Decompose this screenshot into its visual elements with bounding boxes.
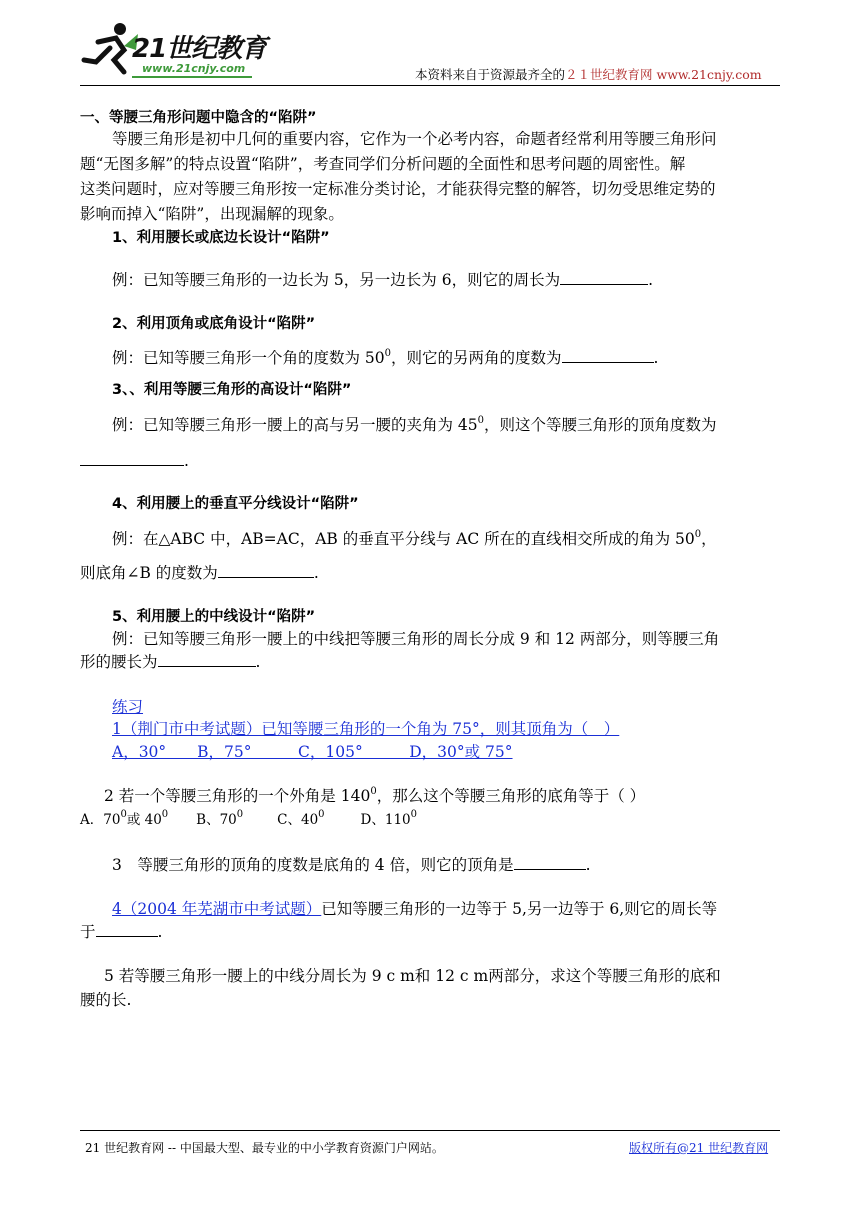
practice-q4 — [112, 897, 717, 919]
heading-3: 3、、利用等腰三角形的高设计“陷阱” — [112, 382, 352, 398]
example-4-text-b: ， — [701, 530, 717, 548]
practice-q4-line-2: 于 . — [80, 923, 163, 941]
option-a[interactable]: A．70 — [80, 812, 121, 828]
degree-mark: 0 — [410, 809, 418, 820]
example-1-text: 例：已知等腰三角形的一边长为 5，另一边长为 6，则它的周长为 — [112, 271, 561, 289]
answer-blank[interactable] — [514, 855, 586, 870]
q4-text-b: 于 — [80, 923, 96, 941]
example-3-blank-line: . — [80, 451, 189, 470]
q3-text: 3 等腰三角形的顶角的度数是底角的 4 倍，则它的顶角是 — [112, 856, 514, 874]
q2-text: 2 若一个等腰三角形的一个外角是 140 — [104, 787, 371, 805]
example-5-text-b: 形的腰长为 — [80, 653, 158, 671]
option-a-b[interactable]: 或 40 — [126, 812, 162, 828]
q2-text-b: ，那么这个等腰三角形的底角等于（ ） — [376, 787, 646, 805]
example-3-text: 例：已知等腰三角形一腰上的高与另一腰的夹角为 45 — [112, 416, 478, 434]
example-2-text: 例：已知等腰三角形一个角的度数为 50 — [112, 349, 385, 367]
practice-q5-line-1: 5 若等腰三角形一腰上的中线分周长为 9 c m和 12 c m两部分，求这个等腰三角形的底和 — [104, 967, 721, 985]
option-b[interactable]: B、70 — [196, 812, 237, 828]
practice-title[interactable]: 练习 — [112, 698, 144, 716]
answer-blank[interactable] — [562, 348, 654, 363]
logo-swoosh — [132, 76, 252, 78]
example-3-text-b: ，则这个等腰三角形的顶角度数为 — [484, 416, 717, 434]
option-d[interactable]: D、110 — [360, 812, 411, 828]
degree-mark: 0 — [694, 529, 702, 540]
logo[interactable] — [80, 20, 280, 80]
answer-blank[interactable] — [218, 563, 314, 578]
practice-q5-line-2: 腰的长. — [80, 991, 132, 1009]
heading-5: 5、利用腰上的中线设计“陷阱” — [112, 609, 316, 625]
practice-q1[interactable]: 1（荆门市中考试题）已知等腰三角形的一个角为 75°，则其顶角为（ ） — [112, 720, 620, 738]
degree-mark: 0 — [477, 415, 485, 426]
section-title: 一、等腰三角形问题中隐含的“陷阱” — [80, 110, 317, 126]
example-3 — [112, 413, 717, 435]
header-source-prefix: 本资料来自于资源最齐全的 — [415, 67, 566, 82]
footer-right[interactable]: 版权所有@21 世纪教育网 — [629, 1141, 769, 1155]
example-5-line-2: 形的腰长为 . — [80, 653, 261, 671]
answer-blank[interactable] — [158, 652, 256, 667]
degree-mark: 0 — [318, 809, 325, 820]
example-2-text-b: ，则它的另两角的度数为 — [391, 349, 562, 367]
logo-url: www.21cnjy.com — [142, 62, 246, 75]
intro-line-2: 题“无图多解”的特点设置“陷阱”，考查同学们分析问题的全面性和思考问题的周密性。解 — [80, 155, 686, 173]
example-4 — [112, 527, 717, 549]
answer-blank[interactable] — [560, 270, 648, 285]
example-1: 例：已知等腰三角形的一边长为 5，另一边长为 6，则它的周长为 . — [112, 271, 654, 289]
footer-left: 21 世纪教育网 -- 中国最大型、最专业的中小学教育资源门户网站。 — [85, 1141, 444, 1155]
answer-blank[interactable] — [80, 451, 184, 466]
practice-q2 — [104, 784, 645, 806]
header-source-site[interactable]: ２１世纪教育网 www.21cnjy.com — [565, 67, 762, 82]
heading-4: 4、利用腰上的垂直平分线设计“陷阱” — [112, 496, 359, 512]
example-4-text-c: 则底角∠B 的度数为 — [80, 564, 218, 582]
degree-mark: 0 — [236, 809, 244, 820]
intro-line-4: 影响而掉入“陷阱”，出现漏解的现象。 — [80, 205, 344, 223]
heading-2: 2、利用顶角或底角设计“陷阱” — [112, 316, 316, 332]
example-4-line-2: 则底角∠B 的度数为 . — [80, 564, 319, 582]
answer-blank[interactable] — [96, 922, 158, 937]
heading-1: 1、利用腰长或底边长设计“陷阱” — [112, 230, 330, 246]
degree-mark: 0 — [120, 809, 127, 820]
example-4-text: 例：在△ABC 中，AB=AC，AB 的垂直平分线与 AC 所在的直线相交所成的角为 50 — [112, 530, 695, 548]
degree-mark: 0 — [370, 786, 377, 797]
footer-rule — [80, 1130, 780, 1131]
header-source — [415, 65, 762, 83]
logo-text: 21世纪教育 — [132, 34, 267, 64]
header-rule — [80, 85, 780, 86]
q4-source-link[interactable]: 4（2004 年芜湖市中考试题） — [112, 900, 322, 918]
practice-q1-options[interactable]: A，30° B，75° C，105° D，30°或 75° — [112, 743, 513, 761]
intro-line-1: 等腰三角形是初中几何的重要内容，它作为一个必考内容，命题者经常利用等腰三角形问 — [112, 130, 717, 148]
degree-mark: 0 — [384, 348, 392, 359]
degree-mark: 0 — [161, 809, 169, 820]
option-c[interactable]: C、40 — [277, 812, 319, 828]
q4-text: 已知等腰三角形的一边等于 5,另一边等于 6,则它的周长等 — [321, 900, 718, 918]
practice-q2-options — [80, 808, 417, 828]
intro-line-3: 这类问题时，应对等腰三角形按一定标准分类讨论，才能获得完整的解答，切勿受思维定势的 — [80, 180, 716, 198]
example-5-line-1: 例：已知等腰三角形一腰上的中线把等腰三角形的周长分成 9 和 12 两部分，则等腰三角 — [112, 630, 720, 648]
practice-q3: 3 等腰三角形的顶角的度数是底角的 4 倍，则它的顶角是 . — [112, 856, 591, 874]
example-2: 例：已知等腰三角形一个角的度数为 $50^0$，则它的另两角的度数为 . — [112, 348, 659, 367]
